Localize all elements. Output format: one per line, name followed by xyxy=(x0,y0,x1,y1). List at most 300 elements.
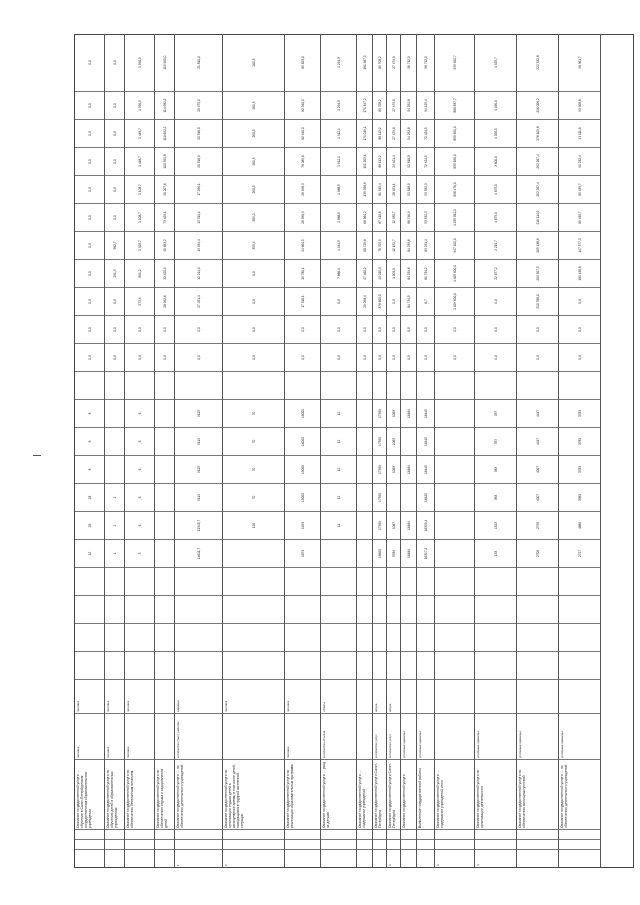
row-name: Выполнение государственной работы xyxy=(417,759,434,829)
value-cell: 0,0 xyxy=(75,119,104,147)
value-cell xyxy=(125,595,154,623)
row-measure: единица xyxy=(175,679,222,713)
value-cell: 0,0 xyxy=(75,315,104,343)
value-cell xyxy=(475,371,516,399)
value-cell: 84 734,5 xyxy=(401,287,416,315)
value-cell: 91 111,8 xyxy=(559,119,600,147)
value-cell xyxy=(105,651,124,679)
value-cell: 16425 xyxy=(417,483,434,511)
value-cell xyxy=(75,595,104,623)
value-cell: 17350 xyxy=(373,399,386,427)
value-cell: 12 xyxy=(321,455,356,483)
value-cell: 3 600,0 xyxy=(475,147,516,175)
value-cell: 1 405 600,0 xyxy=(435,259,474,287)
row-measure xyxy=(155,679,174,713)
value-cell xyxy=(559,651,600,679)
value-cell: 15000 xyxy=(285,455,320,483)
value-cell xyxy=(155,371,174,399)
value-cell: 27 479,0 xyxy=(387,119,400,147)
value-cell: 88 113,2 xyxy=(373,119,386,147)
row-name: Оказание государственной услуги по организации отдыха детей в каникулярное время, в том числе детей, находящихся в трудной жизненной ситуации xyxy=(223,759,284,829)
value-cell xyxy=(357,511,372,539)
row-unit xyxy=(155,713,174,759)
value-cell: 1 988,5 xyxy=(321,175,356,203)
value-cell: 1 448,7 xyxy=(125,147,154,175)
row-name: Оказание государственной услуги по обеспечению отдыха и оздоровления детей xyxy=(155,759,174,829)
value-cell: 70 xyxy=(223,427,284,455)
value-cell: 836 476,0 xyxy=(435,175,474,203)
row-code-b xyxy=(417,829,434,839)
value-cell: 82 940,0 xyxy=(285,91,320,119)
row-index xyxy=(417,849,434,867)
value-cell xyxy=(223,539,284,567)
value-cell: 0,0 xyxy=(105,343,124,371)
row-code-b xyxy=(475,829,516,839)
value-cell: 26 998,3 xyxy=(285,175,320,203)
value-cell: 181 587,5 xyxy=(357,34,372,91)
value-cell: 4880 xyxy=(559,511,600,539)
row-index xyxy=(125,849,154,867)
table-footer-area xyxy=(601,34,634,867)
value-cell xyxy=(285,595,320,623)
value-cell xyxy=(175,371,222,399)
row-index xyxy=(105,849,124,867)
value-cell: 5334 xyxy=(387,539,400,567)
value-cell xyxy=(387,623,400,651)
value-cell: 52 818,0 xyxy=(401,175,416,203)
value-cell xyxy=(387,567,400,595)
value-cell: 20 516,0 xyxy=(175,147,222,175)
value-cell: 0,0 xyxy=(75,287,104,315)
value-cell xyxy=(435,539,474,567)
value-cell xyxy=(417,595,434,623)
row-code-a xyxy=(417,839,434,849)
value-cell: 4 675,0 xyxy=(475,175,516,203)
value-cell xyxy=(417,567,434,595)
value-cell: 0,0 xyxy=(105,34,124,91)
value-cell xyxy=(285,371,320,399)
row-code-b xyxy=(105,829,124,839)
value-cell: 209 507,5 xyxy=(517,259,558,287)
value-cell xyxy=(559,595,600,623)
table-row xyxy=(155,34,175,867)
value-cell: 0,0 xyxy=(75,231,104,259)
row-name: Оказание государственной услуги xyxy=(401,759,416,829)
value-cell: 61 734,2 xyxy=(417,259,434,287)
value-cell: 12 xyxy=(321,427,356,455)
value-cell: 1067 xyxy=(387,511,400,539)
value-cell xyxy=(387,371,400,399)
value-cell xyxy=(517,623,558,651)
value-cell: 1 235 812,0 xyxy=(435,203,474,231)
value-cell xyxy=(155,567,174,595)
value-cell xyxy=(175,567,222,595)
row-name: Оказание государственной услуги по обучению детей в образовательных учреждениях xyxy=(105,759,124,829)
row-unit: условные единицы xyxy=(517,713,558,759)
value-cell xyxy=(517,567,558,595)
row-measure: человек xyxy=(105,679,124,713)
row-code-b xyxy=(285,829,320,839)
value-cell: 89 708,2 xyxy=(373,34,386,91)
row-code-b xyxy=(155,829,174,839)
value-cell: 16445 xyxy=(417,427,434,455)
value-cell: 110 692,2 xyxy=(155,119,174,147)
value-cell: 0,0 xyxy=(75,259,104,287)
value-cell: 1 590,5 xyxy=(125,91,154,119)
value-cell xyxy=(559,623,600,651)
value-cell xyxy=(435,567,474,595)
table-row xyxy=(285,34,321,867)
value-cell xyxy=(105,595,124,623)
row-measure: штука xyxy=(387,679,400,713)
value-cell: 12 214,0 xyxy=(175,259,222,287)
value-cell: 54 252,8 xyxy=(401,91,416,119)
row-index xyxy=(155,849,174,867)
value-cell: 23 xyxy=(75,511,104,539)
row-code-a xyxy=(125,839,154,849)
value-cell: 70 xyxy=(223,399,284,427)
margin-tick-mark xyxy=(33,455,41,456)
value-cell: 32 420,9 xyxy=(155,259,174,287)
row-index: 1 xyxy=(175,849,222,867)
row-unit: количество (тыс.) рабочих xyxy=(175,713,222,759)
value-cell: 147 377,3 xyxy=(559,231,600,259)
value-cell xyxy=(125,567,154,595)
row-unit xyxy=(357,713,372,759)
value-cell xyxy=(357,399,372,427)
value-cell: 26 998,3 xyxy=(285,203,320,231)
table-row xyxy=(401,34,417,867)
value-cell: 3 xyxy=(125,539,154,567)
value-cell xyxy=(175,595,222,623)
value-cell: 86 746,9 xyxy=(401,203,416,231)
value-cell xyxy=(435,651,474,679)
value-cell: 337 xyxy=(475,399,516,427)
table-row xyxy=(223,34,285,867)
row-name: Оказание государственной услуги по обеспечению жилищных условий xyxy=(517,759,558,829)
row-unit: условные единицы xyxy=(401,713,416,759)
value-cell: 935 900,7 xyxy=(435,34,474,91)
value-cell: 8 xyxy=(75,427,104,455)
value-cell: 4 090,0 xyxy=(475,119,516,147)
value-cell: 1 294,3 xyxy=(321,34,356,91)
value-cell: 56 712,0 xyxy=(401,34,416,91)
row-measure: человек xyxy=(223,679,284,713)
value-cell: 0,0 xyxy=(105,175,124,203)
value-cell xyxy=(357,651,372,679)
value-cell: 27 479,0 xyxy=(387,91,400,119)
row-index: 3 xyxy=(435,849,474,867)
rotated-table-area xyxy=(74,34,634,868)
value-cell: 210 788,0 xyxy=(517,287,558,315)
value-cell: 0,0 xyxy=(321,343,356,371)
value-cell: 0,0 xyxy=(387,315,400,343)
value-cell: 16484 xyxy=(401,399,416,427)
value-cell: 4 944,5 xyxy=(321,231,356,259)
value-cell xyxy=(223,567,284,595)
value-cell xyxy=(401,567,416,595)
value-cell: 0,0 xyxy=(105,287,124,315)
value-cell: 1 108,7 xyxy=(125,203,154,231)
row-code-b xyxy=(517,829,558,839)
value-cell: 81 515,4 xyxy=(373,175,386,203)
value-cell xyxy=(155,455,174,483)
value-cell: 90 232,4 xyxy=(559,147,600,175)
value-cell: 0,0 xyxy=(357,343,372,371)
value-cell: 8,7 xyxy=(417,287,434,315)
value-cell: 0,0 xyxy=(475,343,516,371)
value-cell xyxy=(357,539,372,567)
row-name: Оказание государственной услуги Санкт-Петербурга xyxy=(387,759,400,829)
row-code-a xyxy=(175,839,222,849)
row-unit: количество отчетов xyxy=(321,713,356,759)
value-cell: 133 xyxy=(475,539,516,567)
value-cell: 53 532,3 xyxy=(417,175,434,203)
value-cell xyxy=(155,399,174,427)
value-cell xyxy=(373,371,386,399)
row-unit: человек xyxy=(285,713,320,759)
value-cell: 947 400,0 xyxy=(435,231,474,259)
value-cell xyxy=(223,371,284,399)
value-cell: 0,0 xyxy=(175,315,222,343)
value-cell: 28 992,6 xyxy=(155,287,174,315)
value-cell xyxy=(435,511,474,539)
value-cell: 0,0 xyxy=(517,343,558,371)
row-unit xyxy=(223,713,284,759)
value-cell: 0,0 xyxy=(105,91,124,119)
value-cell: 68 564,2 xyxy=(357,203,372,231)
row-index: 2 xyxy=(223,849,284,867)
value-cell: 84 239,6 xyxy=(401,259,416,287)
row-code-a xyxy=(321,839,356,849)
value-cell: 12 xyxy=(321,399,356,427)
value-cell xyxy=(435,427,474,455)
table-row xyxy=(175,34,223,867)
value-cell: 855 690,0 xyxy=(435,119,474,147)
value-cell: 0,0 xyxy=(155,315,174,343)
value-cell xyxy=(75,567,104,595)
value-cell: 0,0 xyxy=(417,315,434,343)
row-index xyxy=(75,849,104,867)
value-cell: 17350 xyxy=(373,511,386,539)
value-cell: 24 664,5 xyxy=(285,231,320,259)
row-index xyxy=(321,849,356,867)
value-cell: 0,0 xyxy=(105,119,124,147)
value-cell: 0,0 xyxy=(417,343,434,371)
value-cell: 8 xyxy=(75,455,104,483)
value-cell xyxy=(175,651,222,679)
row-index: 3 xyxy=(387,849,400,867)
value-cell: 1 xyxy=(105,539,124,567)
value-cell: 135 958,6 xyxy=(357,175,372,203)
value-cell: 16317,2 xyxy=(417,539,434,567)
value-cell: 9113 xyxy=(175,427,222,455)
value-cell: 276 109,8 xyxy=(517,119,558,147)
value-cell xyxy=(559,567,600,595)
value-cell: 16484 xyxy=(401,539,416,567)
row-name: Оказание государственной услуги … содержание учреждений итого xyxy=(435,759,474,829)
value-cell: 376 600,0 xyxy=(373,287,386,315)
value-cell: 1 988,5 xyxy=(321,203,356,231)
value-cell: 29 098,4 xyxy=(357,287,372,315)
budget-table xyxy=(74,34,634,868)
value-cell: 114 082,2 xyxy=(155,91,174,119)
value-cell: 0,0 xyxy=(435,315,474,343)
value-cell: 0,0 xyxy=(223,287,284,315)
row-measure: человек xyxy=(125,679,154,713)
row-unit: человек xyxy=(75,713,104,759)
value-cell: 1 590,5 xyxy=(125,34,154,91)
value-cell: 1063 xyxy=(387,399,400,427)
value-cell: 573,4 xyxy=(125,287,154,315)
value-cell: 691,2 xyxy=(125,259,154,287)
table-row xyxy=(435,34,475,867)
value-cell: 1 325,7 xyxy=(125,231,154,259)
value-cell xyxy=(435,399,474,427)
value-cell: 1523 xyxy=(475,511,516,539)
row-measure xyxy=(401,679,416,713)
value-cell: 70 xyxy=(223,483,284,511)
value-cell: 0,0 xyxy=(321,315,356,343)
value-cell xyxy=(75,371,104,399)
value-cell: 880 837,7 xyxy=(435,91,474,119)
row-code-a xyxy=(517,839,558,849)
row-code-a xyxy=(475,839,516,849)
value-cell: 43 010,0 xyxy=(373,259,386,287)
value-cell: 15000 xyxy=(285,483,320,511)
value-cell: 20 516,0 xyxy=(175,119,222,147)
table-row xyxy=(517,34,559,867)
value-cell: 3783 xyxy=(559,455,600,483)
value-cell xyxy=(155,595,174,623)
value-cell: 84 239,6 xyxy=(401,231,416,259)
value-cell: 260,5 xyxy=(223,34,284,91)
value-cell: 56 712,0 xyxy=(417,34,434,91)
value-cell: 1 108,7 xyxy=(125,175,154,203)
row-name: Оказание государственной услуги по обеспечению бесплатным питанием xyxy=(125,759,154,829)
value-cell: 4417 xyxy=(517,427,558,455)
value-cell xyxy=(517,595,558,623)
value-cell xyxy=(435,623,474,651)
value-cell: 17 296,1 xyxy=(175,175,222,203)
value-cell xyxy=(75,651,104,679)
value-cell: 0,0 xyxy=(559,315,600,343)
value-cell: 0,0 xyxy=(387,343,400,371)
row-measure xyxy=(559,679,600,713)
row-name: Оказание государственной услуги … уход за детьми xyxy=(321,759,356,829)
row-measure xyxy=(417,679,434,713)
value-cell: 89 708,2 xyxy=(373,91,386,119)
value-cell xyxy=(105,427,124,455)
value-cell: 12 xyxy=(321,483,356,511)
value-cell: 87 410,6 xyxy=(373,203,386,231)
value-cell xyxy=(155,623,174,651)
row-code-b xyxy=(373,829,386,839)
value-cell xyxy=(125,651,154,679)
value-cell: 0,0 xyxy=(435,343,474,371)
value-cell: 73 425,1 xyxy=(155,203,174,231)
value-cell xyxy=(105,567,124,595)
value-cell: 0,0 xyxy=(223,343,284,371)
value-cell: 4417 xyxy=(517,399,558,427)
value-cell: 180 438,8 xyxy=(559,259,600,287)
value-cell: 0,0 xyxy=(125,315,154,343)
value-cell: 2708 xyxy=(517,539,558,567)
value-cell: 1 448,7 xyxy=(125,119,154,147)
value-cell xyxy=(75,623,104,651)
row-index xyxy=(357,849,372,867)
row-index xyxy=(401,849,416,867)
row-index: 4 xyxy=(475,849,516,867)
value-cell xyxy=(321,651,356,679)
value-cell: 76 705,9 xyxy=(373,231,386,259)
value-cell xyxy=(321,539,356,567)
value-cell xyxy=(223,623,284,651)
value-cell xyxy=(475,623,516,651)
value-cell: 19 780,1 xyxy=(285,259,320,287)
value-cell: 16000 xyxy=(285,399,320,427)
value-cell: 14611,7 xyxy=(175,539,222,567)
value-cell xyxy=(155,427,174,455)
value-cell xyxy=(475,567,516,595)
row-code-b xyxy=(435,829,474,839)
row-code-a xyxy=(401,839,416,849)
value-cell: 0,0 xyxy=(559,343,600,371)
value-cell xyxy=(387,595,400,623)
value-cell xyxy=(387,651,400,679)
value-cell: 210 114,9 xyxy=(517,203,558,231)
value-cell: 16484 xyxy=(401,455,416,483)
value-cell: 54 252,8 xyxy=(401,119,416,147)
value-cell: 28 451,1 xyxy=(387,175,400,203)
value-cell: 4007 xyxy=(517,483,558,511)
value-cell: 216 006,2 xyxy=(517,91,558,119)
value-cell xyxy=(373,567,386,595)
value-cell: 17350 xyxy=(373,455,386,483)
value-cell xyxy=(417,371,434,399)
value-cell: 383 xyxy=(475,483,516,511)
value-cell: 9113 xyxy=(175,455,222,483)
value-cell: 0,0 xyxy=(285,315,320,343)
value-cell: 0,0 xyxy=(475,287,516,315)
value-cell: 6 xyxy=(125,483,154,511)
value-cell: 23 xyxy=(75,483,104,511)
value-cell xyxy=(105,623,124,651)
row-name: Оказание государственной услуги … содержание учреждений xyxy=(357,759,372,829)
value-cell: 383 xyxy=(475,455,516,483)
value-cell: 78 085,8 xyxy=(285,147,320,175)
value-cell: 1 003,0 xyxy=(387,259,400,287)
value-cell xyxy=(125,623,154,651)
value-cell: 4 090,0 xyxy=(475,91,516,119)
row-code-a xyxy=(435,839,474,849)
value-cell xyxy=(517,371,558,399)
value-cell xyxy=(435,371,474,399)
row-index xyxy=(373,849,386,867)
value-cell xyxy=(223,651,284,679)
row-unit: условные единицы xyxy=(475,713,516,759)
value-cell: 1063 xyxy=(387,427,400,455)
row-index xyxy=(559,849,600,867)
table-row xyxy=(475,34,517,867)
value-cell xyxy=(357,623,372,651)
value-cell xyxy=(401,427,416,455)
value-cell: 13 511,4 xyxy=(175,203,222,231)
row-unit: количество услуг xyxy=(373,713,386,759)
value-cell: 0,0 xyxy=(475,315,516,343)
value-cell xyxy=(401,651,416,679)
table-row xyxy=(125,34,155,867)
